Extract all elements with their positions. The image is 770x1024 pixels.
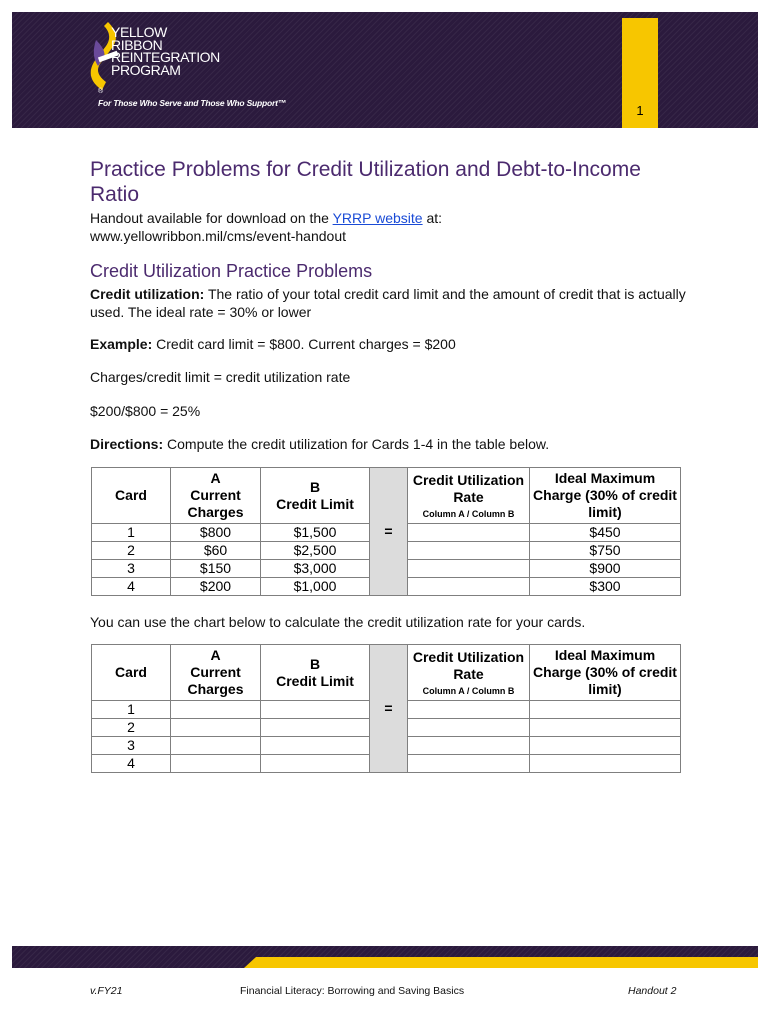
logo-line: PROGRAM [111,61,181,78]
header-util-label: Credit Utilization Rate [412,472,525,505]
cell-charges-input[interactable] [171,755,261,773]
cell-utilization-answer[interactable] [408,524,530,542]
equals-column [370,468,408,596]
yrrp-website-link[interactable]: YRRP website [332,210,423,226]
formula-line: Charges/credit limit = credit utilization rate [90,369,351,385]
cell-card: 2 [92,719,171,737]
footer-gold-stripe [244,957,758,968]
cell-charges: $800 [171,524,261,542]
header-util-sub: Column A / Column B [422,686,515,696]
cell-card: 1 [92,701,171,719]
header-current-charges [171,645,261,701]
header-a-letter: A [210,470,221,486]
handout-url: www.yellowribbon.mil/cms/event-handout [90,228,346,244]
cell-utilization-answer[interactable] [408,542,530,560]
header-ideal-charge: Ideal Maximum Charge (30% of credit limit) [530,468,681,524]
cell-card: 3 [92,737,171,755]
header-ideal-charge: Ideal Maximum Charge (30% of credit limit) [530,645,681,701]
header-util-label: Credit Utilization Rate [412,649,525,682]
cell-card: 4 [92,578,171,596]
cell-limit: $3,000 [261,560,370,578]
cell-charges-input[interactable] [171,719,261,737]
header-utilization-rate [408,645,530,701]
equals-column [370,645,408,773]
cell-limit-input[interactable] [261,719,370,737]
cell-charges: $60 [171,542,261,560]
directions-text: Compute the credit utilization for Cards 1-4 in the table below. [163,436,550,452]
cell-utilization-answer[interactable] [408,737,530,755]
table-header-row [92,645,681,701]
cell-limit: $2,500 [261,542,370,560]
directions-label: Directions: [90,436,164,452]
handout-note [90,209,710,245]
header-a-label: Current Charges [187,664,244,697]
blank-worksheet-table [91,644,681,773]
header-a-label: Current Charges [187,487,244,520]
page-number: 1 [636,103,644,118]
logo-tagline: For Those Who Serve and Those Who Support™ [98,98,287,108]
cell-card: 2 [92,542,171,560]
header-b-label: Credit Limit [276,495,354,512]
cell-utilization-answer[interactable] [408,578,530,596]
definition-text: The ratio of your total credit card limit and the amount of credit that is actually used. The ideal rate = 30% or lower [90,286,686,320]
header-utilization-rate [408,468,530,524]
header-card: Card [92,468,171,524]
section-heading: Credit Utilization Practice Problems [90,261,373,281]
cell-charges-input[interactable] [171,737,261,755]
cell-card: 1 [92,524,171,542]
example-label: Example: [90,336,153,352]
cell-limit: $1,000 [261,578,370,596]
directions-paragraph [90,435,549,453]
cell-limit-input[interactable] [261,701,370,719]
header-credit-limit [261,468,370,524]
handout-prefix: Handout available for download on the [90,210,333,226]
logo-line: RIBBON [111,36,163,53]
footer-course-title: Financial Literacy: Borrowing and Saving Basics [240,985,465,997]
header-card: Card [92,645,171,701]
cell-ideal-input[interactable] [530,701,681,719]
credit-utilization-table [91,467,681,596]
cell-limit-input[interactable] [261,755,370,773]
page-number-tab [622,18,658,128]
cell-charges: $200 [171,578,261,596]
table-header-row [92,468,681,524]
cell-ideal: $450 [530,524,681,542]
header-b-label: Credit Limit [276,672,354,689]
cell-limit-input[interactable] [261,737,370,755]
document-title: Practice Problems for Credit Utilization and Debt-to-Income Ratio [90,158,641,206]
cell-card: 3 [92,560,171,578]
header-credit-limit [261,645,370,701]
cell-charges-input[interactable] [171,701,261,719]
registered-mark: ® [98,88,104,95]
logo-line: REINTEGRATION [111,49,220,65]
cell-utilization-answer[interactable] [408,755,530,773]
footer-handout-number: Handout 2 [628,985,677,997]
header-b-letter: B [309,478,321,495]
footer-version: v.FY21 [90,985,123,997]
cell-utilization-answer[interactable] [408,719,530,737]
definition-paragraph [90,285,690,321]
cell-ideal-input[interactable] [530,737,681,755]
cell-limit: $1,500 [261,524,370,542]
cell-ideal: $900 [530,560,681,578]
logo-wordmark [111,26,220,76]
cell-charges: $150 [171,560,261,578]
calculation-line: $200/$800 = 25% [90,403,201,419]
handout-suffix: at: [422,210,443,226]
cell-card: 4 [92,755,171,773]
cell-ideal-input[interactable] [530,719,681,737]
header-current-charges [171,468,261,524]
header-util-sub: Column A / Column B [422,509,515,519]
header-a-letter: A [210,647,221,663]
cell-ideal-input[interactable] [530,755,681,773]
equals-sign: = [384,523,393,539]
cell-utilization-answer[interactable] [408,560,530,578]
cell-ideal: $750 [530,542,681,560]
definition-label: Credit utilization: [90,286,205,302]
cell-utilization-answer[interactable] [408,701,530,719]
example-text: Credit card limit = $800. Current charges = $200 [152,336,456,352]
cell-ideal: $300 [530,578,681,596]
equals-sign: = [384,700,393,716]
header-b-letter: B [309,655,321,672]
chart-note: You can use the chart below to calculate the credit utilization rate for your cards. [90,614,586,630]
example-paragraph [90,335,456,353]
logo-line: YELLOW [111,24,167,40]
